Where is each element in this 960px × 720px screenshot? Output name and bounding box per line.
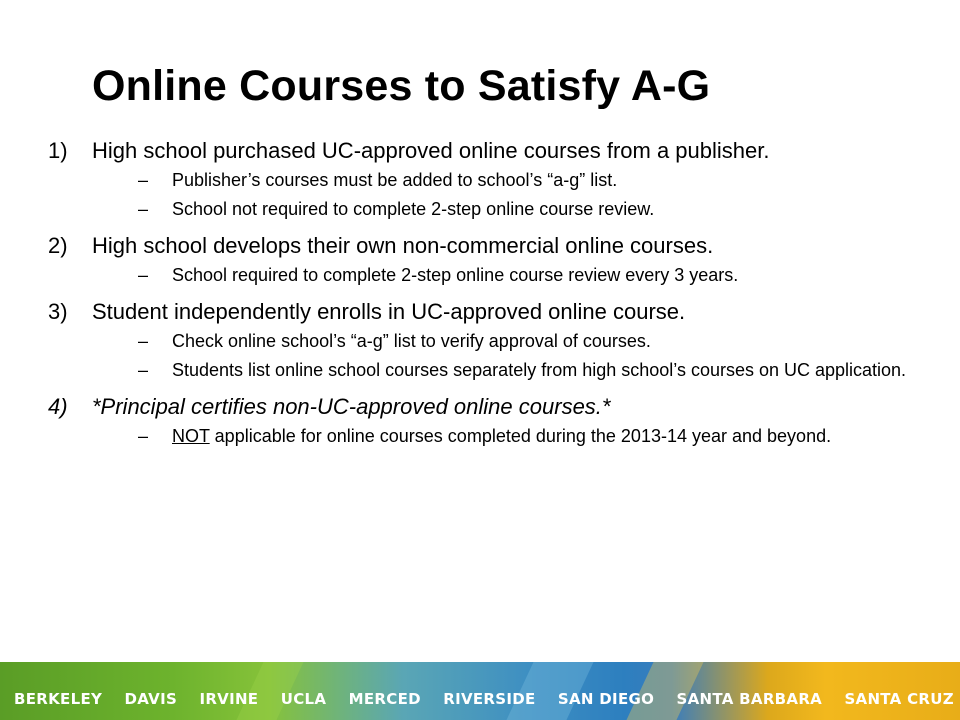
- slide-title: Online Courses to Satisfy A-G: [92, 62, 711, 110]
- dash-bullet: –: [138, 170, 149, 190]
- sub-item: [138, 170, 928, 190]
- point-text: High school purchased UC-approved online courses from a publisher.: [92, 138, 770, 163]
- point-4: [48, 394, 928, 446]
- sub-item: [138, 360, 928, 380]
- point-text: High school develops their own non-commercial online courses.: [92, 233, 714, 258]
- slide-content: [48, 138, 928, 455]
- sub-text: applicable for online courses completed during the 2013-14 year and beyond.: [209, 426, 832, 446]
- campus-berkeley: BERKELEY: [14, 690, 103, 708]
- dash-bullet: –: [138, 426, 149, 446]
- point-1: [48, 138, 928, 219]
- sub-item: [138, 265, 928, 285]
- sub-text: Publisher’s courses must be added to school’s “a-g” list.: [172, 170, 618, 190]
- campus-davis: DAVIS: [124, 690, 178, 708]
- campus-merced: MERCED: [348, 690, 421, 708]
- sub-text: Students list online school courses separately from high school’s courses on UC application.: [172, 360, 907, 380]
- dash-bullet: –: [138, 331, 149, 351]
- campus-riverside: RIVERSIDE: [443, 690, 536, 708]
- sub-text: Check online school’s “a-g” list to verify approval of courses.: [172, 331, 651, 351]
- point-2: [48, 233, 928, 285]
- point-number: 2): [48, 233, 68, 258]
- point-number: 4): [48, 394, 68, 419]
- point-3: [48, 299, 928, 380]
- sub-text: School not required to complete 2-step online course review.: [172, 199, 655, 219]
- underlined-text: NOT: [172, 426, 210, 446]
- campus-san-diego: SAN DIEGO: [557, 690, 655, 708]
- sub-list: [92, 265, 928, 285]
- point-number: 1): [48, 138, 68, 163]
- campus-ucla: UCLA: [280, 690, 327, 708]
- dash-bullet: –: [138, 360, 149, 380]
- campus-list: [14, 690, 954, 708]
- point-text: *Principal certifies non-UC-approved online courses.*: [92, 394, 611, 419]
- sub-list: [92, 426, 928, 446]
- sub-list: [92, 331, 928, 380]
- uc-campus-banner: [0, 662, 960, 720]
- campus-santa-cruz: SANTA CRUZ: [844, 690, 954, 708]
- sub-list: [92, 170, 928, 219]
- point-number: 3): [48, 299, 68, 324]
- campus-irvine: IRVINE: [199, 690, 259, 708]
- sub-text: School required to complete 2-step online course review every 3 years.: [172, 265, 739, 285]
- sub-item: [138, 331, 928, 351]
- campus-santa-barbara: SANTA BARBARA: [676, 690, 823, 708]
- sub-item: [138, 199, 928, 219]
- point-text: Student independently enrolls in UC-approved online course.: [92, 299, 686, 324]
- sub-item: [138, 426, 928, 446]
- dash-bullet: –: [138, 199, 149, 219]
- dash-bullet: –: [138, 265, 149, 285]
